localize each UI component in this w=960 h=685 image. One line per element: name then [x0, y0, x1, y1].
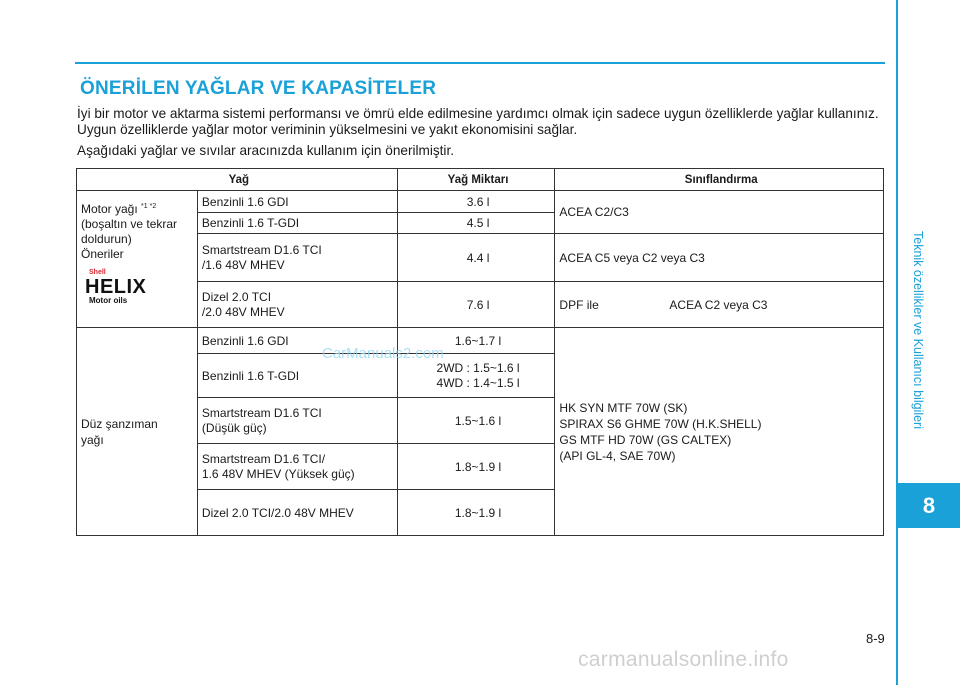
- logo-name: HELIX: [85, 276, 147, 298]
- table-row: [77, 282, 884, 328]
- quantity-cell: 1.5~1.6 l: [397, 398, 555, 444]
- quantity-cell: 3.6 l: [397, 191, 555, 213]
- qty-line-1: 2WD : 1.5~1.6 l: [436, 360, 520, 375]
- recommendations-label: Öneriler: [81, 247, 124, 261]
- table-row: [77, 328, 884, 354]
- engine-line-2: /2.0 48V MHEV: [201, 304, 285, 319]
- class-line-4: (API GL-4, SAE 70W): [559, 448, 676, 463]
- shell-helix-logo-icon: [81, 266, 165, 306]
- engine-cell: Benzinli 1.6 T-GDI: [197, 213, 397, 234]
- section-title: ÖNERİLEN YAĞLAR VE KAPASİTELER: [80, 78, 437, 99]
- chapter-tab[interactable]: 8: [898, 483, 960, 528]
- engine-cell: [197, 234, 397, 282]
- quantity-cell: 7.6 l: [397, 282, 555, 328]
- intro-paragraph-2: Aşağıdaki yağlar ve sıvılar aracınızda kullanım için önerilmiştir.: [77, 143, 455, 158]
- engine-oil-label-cell: [77, 191, 198, 328]
- engine-line-1: Smartstream D1.6 TCI: [201, 242, 322, 257]
- quantity-cell: 4.4 l: [397, 234, 555, 282]
- header-quantity: Yağ Miktarı: [397, 169, 555, 191]
- oil-capacity-table: [76, 168, 884, 536]
- header-oil: Yağ: [77, 169, 398, 191]
- top-rule: [75, 62, 885, 64]
- footnote-marks: *1 *2: [141, 203, 157, 210]
- quantity-cell: 1.6~1.7 l: [397, 328, 555, 354]
- engine-line-1: Smartstream D1.6 TCI: [201, 405, 322, 420]
- engine-cell: [197, 398, 397, 444]
- table-row: [77, 191, 884, 213]
- manual-trans-label-cell: [77, 328, 198, 536]
- logo-sub: Motor oils: [89, 296, 128, 305]
- manual-trans-label-1: Düz şanzıman: [81, 416, 158, 431]
- engine-cell: [197, 282, 397, 328]
- quantity-cell: 1.8~1.9 l: [397, 444, 555, 490]
- engine-cell: Benzinli 1.6 GDI: [197, 191, 397, 213]
- engine-line-2: /1.6 48V MHEV: [201, 257, 285, 272]
- dpf-label: DPF ile: [559, 297, 599, 312]
- footer-watermark: carmanualsonline.info: [578, 648, 789, 671]
- header-classification: Sınıflandırma: [555, 169, 884, 191]
- engine-line-2: (Düşük güç): [201, 420, 267, 435]
- engine-cell: [197, 444, 397, 490]
- class-line-1: HK SYN MTF 70W (SK): [559, 400, 688, 415]
- dpf-class: ACEA C2 veya C3: [669, 297, 768, 312]
- intro-paragraph: İyi bir motor ve aktarma sistemi performansı ve ömrü elde edilmesine yardımcı olmak için sadece uygun özelliklerde yağlar kullanınız. Uygun özelliklerde yağlar motor veriminin yükselmesini ve yakıt ekonomisini sağlar.: [77, 106, 879, 137]
- table-header-row: [77, 169, 884, 191]
- qty-line-2: 4WD : 1.4~1.5 l: [436, 375, 520, 390]
- engine-line-1: Dizel 2.0 TCI: [201, 289, 272, 304]
- page-number: 8-9: [866, 631, 885, 646]
- engine-cell: Dizel 2.0 TCI/2.0 48V MHEV: [197, 490, 397, 536]
- classification-cell: [555, 282, 884, 328]
- engine-oil-note: (boşaltın ve tekrar doldurun): [81, 217, 178, 246]
- engine-line-1: Smartstream D1.6 TCI/: [201, 451, 326, 466]
- classification-cell: [555, 328, 884, 536]
- engine-cell: Benzinli 1.6 GDI: [197, 328, 397, 354]
- class-line-2: SPIRAX S6 GHME 70W (H.K.SHELL): [559, 416, 762, 431]
- engine-oil-label: Motor yağı: [81, 202, 138, 216]
- class-line-3: GS MTF HD 70W (GS CALTEX): [559, 432, 732, 447]
- quantity-cell: 4.5 l: [397, 213, 555, 234]
- engine-line-2: 1.6 48V MHEV (Yüksek güç): [201, 466, 355, 481]
- table-row: [77, 234, 884, 282]
- site-watermark: CarManuals2.com: [322, 345, 444, 362]
- classification-cell: ACEA C2/C3: [555, 191, 884, 234]
- quantity-cell: 1.8~1.9 l: [397, 490, 555, 536]
- engine-cell: Benzinli 1.6 T-GDI: [197, 354, 397, 398]
- manual-trans-label-2: yağı: [81, 432, 104, 447]
- logo-brand: Shell: [89, 269, 106, 276]
- chapter-side-label: Teknik özellikler ve Kullanıcı bilgileri: [911, 231, 925, 429]
- classification-cell: ACEA C5 veya C2 veya C3: [555, 234, 884, 282]
- side-rule: [896, 0, 898, 685]
